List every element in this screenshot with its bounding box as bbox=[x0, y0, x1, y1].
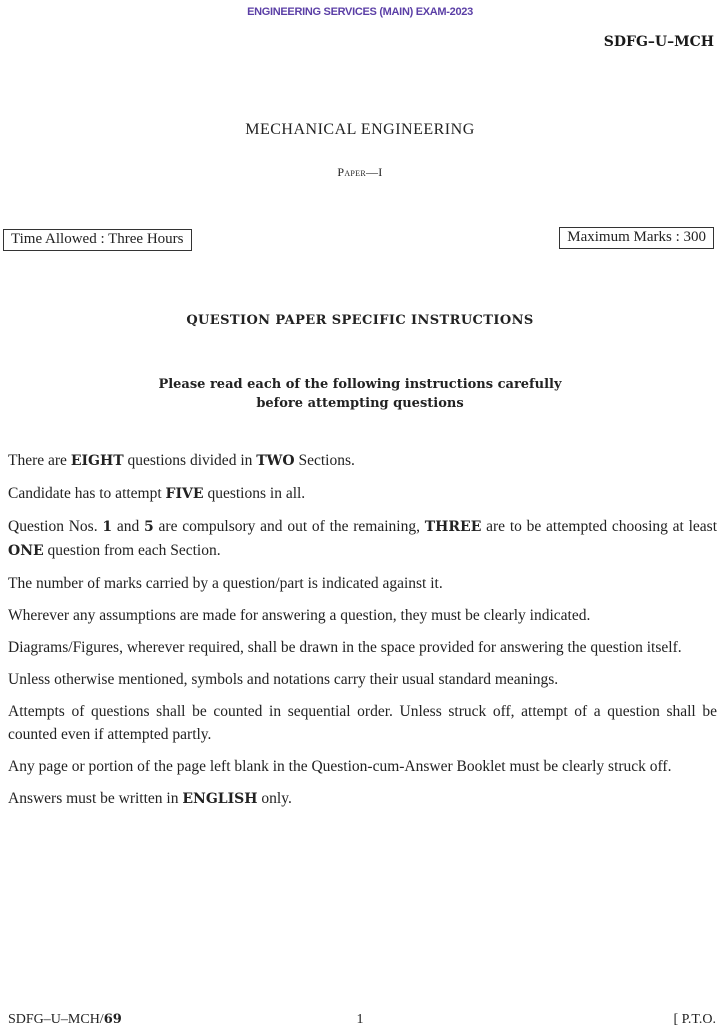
instruction-item bbox=[8, 515, 717, 563]
instruction-item bbox=[8, 755, 717, 778]
instruction-text: are compulsory and out of the remaining, bbox=[153, 518, 425, 535]
paper-number: Paper—I bbox=[337, 165, 383, 179]
instruction-item bbox=[8, 604, 717, 627]
instruction-emphasis: 5 bbox=[144, 519, 154, 535]
instruction-emphasis: 1 bbox=[102, 519, 113, 535]
maximum-marks-box: Maximum Marks : 300 bbox=[559, 227, 714, 249]
instruction-item bbox=[8, 636, 717, 659]
instruction-emphasis: THREE bbox=[424, 519, 482, 535]
instruction-text: Unless otherwise mentioned, symbols and notations carry their usual standard meanings. bbox=[8, 671, 559, 688]
instruction-text: Any page or portion of the page left blank in the Question-cum-Answer Booklet must be clearly struck off. bbox=[8, 758, 672, 775]
instruction-item bbox=[8, 482, 717, 506]
read-note-line-1: Please read each of the following instructions carefully bbox=[158, 377, 562, 392]
instruction-item bbox=[8, 668, 717, 691]
instruction-text: and bbox=[112, 518, 145, 535]
instruction-text: Answers must be written in bbox=[8, 790, 183, 807]
instruction-emphasis: ENGLISH bbox=[182, 791, 258, 807]
instruction-text: only. bbox=[257, 790, 292, 807]
instruction-text: The number of marks carried by a question/part is indicated against it. bbox=[8, 575, 443, 592]
instruction-text: Candidate has to attempt bbox=[8, 485, 166, 502]
instruction-text: questions in all. bbox=[203, 485, 306, 502]
instruction-emphasis: ONE bbox=[8, 543, 44, 559]
instruction-emphasis: EIGHT bbox=[70, 453, 124, 469]
pto-label: [ P.T.O. bbox=[673, 1012, 716, 1027]
section-heading: QUESTION PAPER SPECIFIC INSTRUCTIONS bbox=[186, 313, 534, 328]
instruction-text: Sections. bbox=[294, 452, 355, 469]
paper-code: SDFG–U–MCH bbox=[603, 34, 714, 50]
instruction-text: Wherever any assumptions are made for answering a question, they must be clearly indicated. bbox=[8, 607, 591, 624]
instruction-text: Question Nos. bbox=[8, 518, 103, 535]
instruction-item bbox=[8, 449, 717, 473]
instruction-emphasis: FIVE bbox=[165, 486, 204, 502]
instruction-item bbox=[8, 700, 717, 746]
instruction-text: Diagrams/Figures, wherever required, shall be drawn in the space provided for answering the question itself. bbox=[8, 639, 682, 656]
instruction-text: question from each Section. bbox=[43, 542, 221, 559]
footer-code-text: SDFG–U–MCH/ bbox=[8, 1012, 104, 1027]
instruction-emphasis: TWO bbox=[256, 453, 295, 469]
instruction-item bbox=[8, 572, 717, 595]
instruction-text: Attempts of questions shall be counted in sequential order. Unless struck off, attempt of a question shall be counted even if attempted partly. bbox=[8, 703, 717, 743]
subject-title: MECHANICAL ENGINEERING bbox=[245, 121, 475, 138]
instruction-text: are to be attempted choosing at least bbox=[481, 518, 718, 535]
instruction-text: questions divided in bbox=[123, 452, 257, 469]
instruction-item bbox=[8, 787, 717, 811]
footer-code-number: 69 bbox=[103, 1012, 122, 1027]
instruction-list bbox=[8, 449, 717, 820]
read-note-line-2: before attempting questions bbox=[256, 396, 464, 411]
time-allowed-box: Time Allowed : Three Hours bbox=[3, 229, 192, 251]
instruction-text: There are bbox=[8, 452, 71, 469]
page-number: 1 bbox=[356, 1012, 364, 1027]
exam-stamp: ENGINEERING SERVICES (MAIN) EXAM-2023 bbox=[247, 6, 473, 18]
read-instructions-note bbox=[0, 375, 720, 413]
